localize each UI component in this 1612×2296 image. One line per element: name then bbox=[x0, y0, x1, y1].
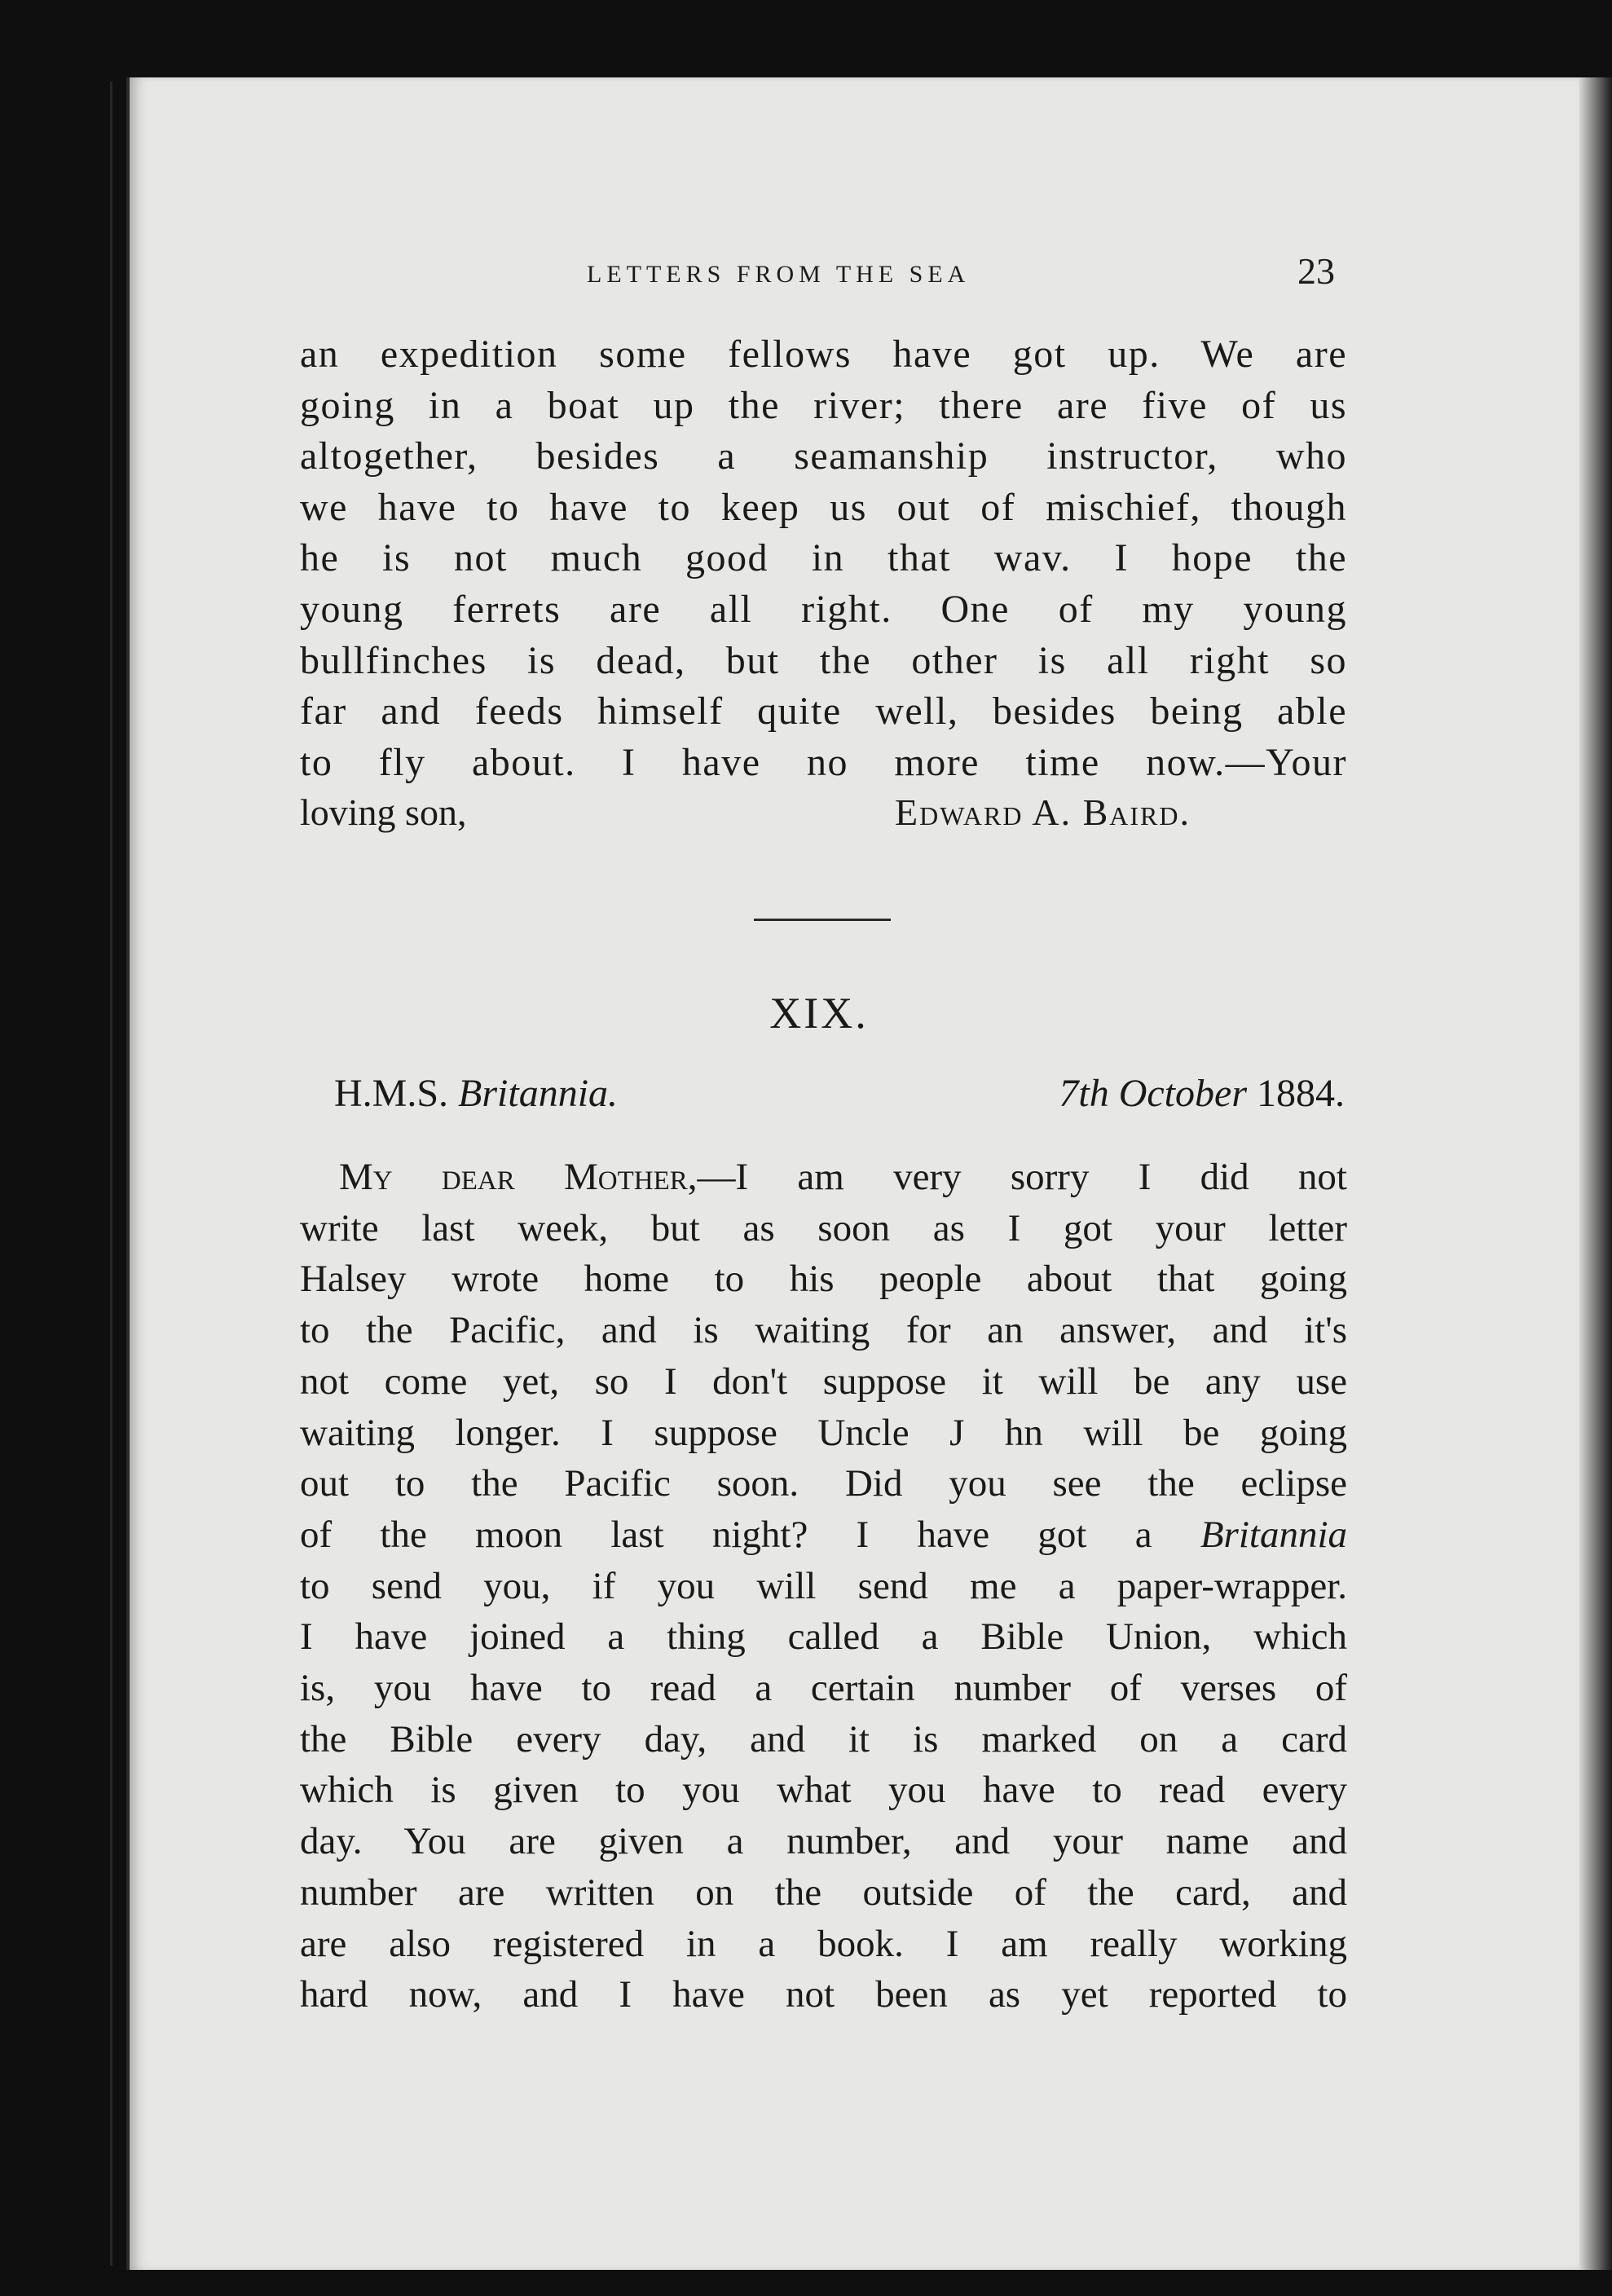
section-divider bbox=[754, 919, 891, 921]
running-head: LETTERS FROM THE SEA bbox=[587, 261, 971, 288]
text-line: to the Pacific, and is waiting for an answer, and it's bbox=[300, 1309, 1347, 1352]
letter-place bbox=[334, 1071, 618, 1116]
letter-continuation bbox=[300, 329, 1347, 788]
letter-date bbox=[1059, 1071, 1345, 1116]
text-line: number are written on the outside of the card, and bbox=[300, 1871, 1347, 1914]
letter-body bbox=[300, 1152, 1347, 2021]
text-line: not come yet, so I don't suppose it will be any use bbox=[300, 1360, 1347, 1403]
signature: Edward A. Baird. bbox=[895, 791, 1191, 833]
text-line bbox=[300, 1509, 1347, 1561]
text-line: we have to have to keep us out of mischief, though bbox=[300, 485, 1347, 529]
text-line: write last week, but as soon as I got your letter bbox=[300, 1206, 1347, 1249]
text-line: far and feeds himself quite well, besides being able bbox=[300, 690, 1347, 734]
text-line: going in a boat up the river; there are five of us bbox=[300, 383, 1347, 427]
text-line: is, you have to read a certain number of verses of bbox=[300, 1667, 1347, 1710]
letter-opening: My dear Mother, bbox=[339, 1156, 698, 1198]
text-line: bullfinches is dead, but the other is all right so bbox=[300, 638, 1347, 682]
italic-ship-name: Britannia bbox=[1200, 1513, 1348, 1556]
text-line: which is given to you what you have to read every bbox=[300, 1769, 1347, 1812]
page-number: 23 bbox=[1297, 250, 1335, 292]
book-gutter-line bbox=[110, 82, 112, 2266]
text-fragment: —I am very sorry I did not bbox=[697, 1156, 1347, 1198]
page-edge-shadow bbox=[1579, 77, 1612, 2270]
text-fragment: of the moon last night? I have got a bbox=[300, 1513, 1152, 1556]
text-line: to send you, if you will send me a paper-wrapper. bbox=[300, 1564, 1347, 1607]
date-year: 1884. bbox=[1247, 1072, 1345, 1115]
text-line: waiting longer. I suppose Uncle J hn will be going bbox=[300, 1411, 1347, 1454]
text-line: out to the Pacific soon. Did you see the eclipse bbox=[300, 1462, 1347, 1505]
text-line: the Bible every day, and it is marked on a card bbox=[300, 1717, 1347, 1761]
text-line: altogether, besides a seamanship instructor, who bbox=[300, 434, 1347, 478]
text-line: hard now, and I have not been as yet reported to bbox=[300, 1973, 1347, 2016]
text-line bbox=[300, 1152, 1347, 1203]
text-line: young ferrets are all right. One of my young bbox=[300, 587, 1347, 631]
text-line: day. You are given a number, and your name and bbox=[300, 1820, 1347, 1863]
ship-name: Britannia. bbox=[458, 1072, 619, 1115]
ship-prefix: H.M.S. bbox=[334, 1072, 459, 1115]
text-line: to fly about. I have no more time now.—Your bbox=[300, 740, 1347, 784]
text-line: are also registered in a book. I am really working bbox=[300, 1922, 1347, 1965]
section-number: XIX. bbox=[769, 989, 869, 1038]
text-line: he is not much good in that wav. I hope the bbox=[300, 536, 1347, 580]
salutation: loving son, bbox=[300, 791, 467, 833]
text-line: Halsey wrote home to his people about that going bbox=[300, 1258, 1347, 1301]
text-line: an expedition some fellows have got up. We are bbox=[300, 333, 1347, 376]
date-day-month: 7th October bbox=[1059, 1072, 1247, 1115]
text-line: I have joined a thing called a Bible Union, which bbox=[300, 1615, 1347, 1659]
